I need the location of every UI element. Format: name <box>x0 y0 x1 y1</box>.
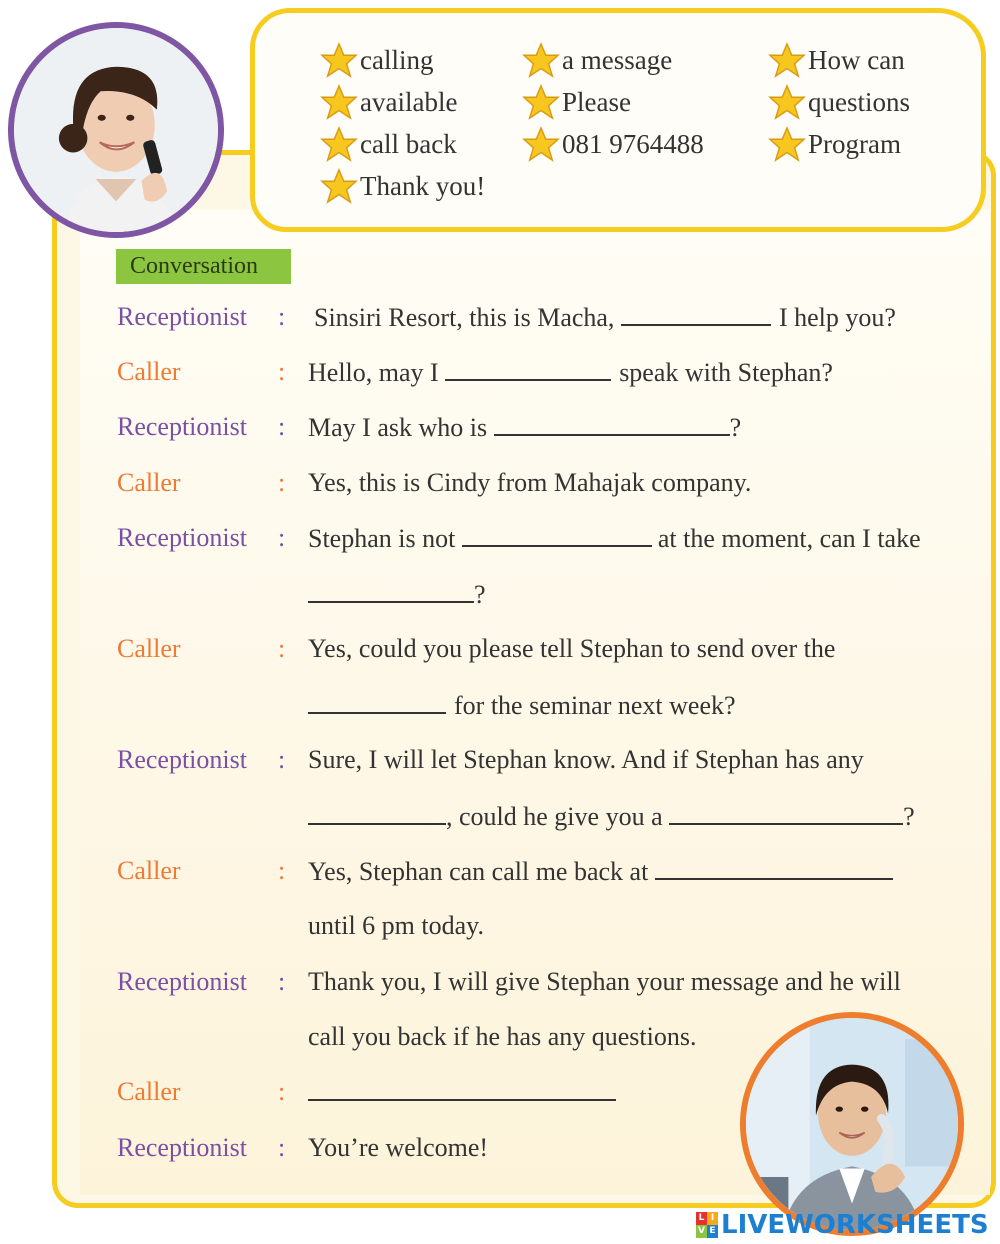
liveworksheets-watermark <box>696 1210 989 1240</box>
dialogue-line <box>314 302 896 333</box>
star-icon <box>522 83 560 121</box>
dialogue-text: at the moment, can I take <box>657 524 921 553</box>
dialogue-line-continued <box>308 579 486 610</box>
speaker-label: Receptionist <box>117 523 247 552</box>
dialogue-text: Stephan is not <box>308 524 462 553</box>
speaker-colon: : <box>278 745 286 774</box>
word-bank-item <box>522 41 672 79</box>
dialogue-line <box>308 634 835 664</box>
star-icon <box>522 41 560 79</box>
dialogue-text: until 6 pm today. <box>308 911 484 940</box>
dialogue-text: Thank you, I will give Stephan your message and he will <box>308 967 901 996</box>
speaker-label: Caller <box>117 468 181 497</box>
speaker-label: Receptionist <box>117 745 247 774</box>
dialogue-text: ? <box>474 580 486 609</box>
answer-blank[interactable] <box>308 690 446 714</box>
dialogue-line <box>308 1133 488 1163</box>
dialogue-line <box>308 412 741 443</box>
logo-letter: E <box>707 1225 718 1238</box>
word-bank-item <box>768 83 910 121</box>
word-label: 081 9764488 <box>562 128 704 159</box>
word-bank-item <box>320 41 433 79</box>
conversation-tag: Conversation <box>116 249 291 284</box>
word-label: Program <box>808 128 901 159</box>
dialogue-line <box>308 967 901 997</box>
dialogue-line-continued <box>308 690 736 721</box>
dialogue-text: ? <box>903 802 915 831</box>
dialogue-text: You’re welcome! <box>308 1133 489 1162</box>
speaker-label: Receptionist <box>117 1133 247 1162</box>
dialogue-text: Yes, Stephan can call me back at <box>308 857 655 886</box>
logo-letter: I <box>707 1212 718 1225</box>
star-icon <box>768 125 806 163</box>
dialogue-text: Yes, this is Cindy from Mahajak company. <box>308 468 752 497</box>
dialogue-text: , could he give you a <box>446 802 670 831</box>
word-label: a message <box>562 44 673 75</box>
answer-blank[interactable] <box>462 523 652 547</box>
dialogue-line <box>308 745 864 775</box>
speaker-colon: : <box>278 856 286 885</box>
liveworksheets-logo-icon <box>696 1212 718 1238</box>
word-bank-item <box>768 125 901 163</box>
word-label: call back <box>360 128 457 159</box>
speaker-colon: : <box>278 523 286 552</box>
star-icon <box>320 125 358 163</box>
word-bank-item <box>320 167 485 205</box>
speaker-colon: : <box>278 412 286 441</box>
answer-blank[interactable] <box>621 302 771 326</box>
dialogue-text: May I ask who is <box>308 413 494 442</box>
dialogue-text: Hello, may I <box>308 358 446 387</box>
receptionist-on-phone-illustration <box>746 1018 958 1230</box>
answer-blank[interactable] <box>655 856 893 880</box>
logo-letter: L <box>696 1212 707 1225</box>
dialogue-line-continued <box>308 801 915 832</box>
speaker-label: Caller <box>117 856 181 885</box>
dialogue-line <box>308 468 751 498</box>
speaker-label: Receptionist <box>117 967 247 996</box>
word-label: questions <box>808 86 911 117</box>
speaker-colon: : <box>278 1077 286 1106</box>
dialogue-text: I help you? <box>778 303 896 332</box>
speaker-label: Caller <box>117 1077 181 1106</box>
star-icon <box>320 167 358 205</box>
word-bank-item <box>522 125 704 163</box>
dialogue-text: call you back if he has any questions. <box>308 1022 697 1051</box>
speaker-colon: : <box>278 302 286 331</box>
star-icon <box>320 41 358 79</box>
answer-blank[interactable] <box>669 801 903 825</box>
speaker-colon: : <box>278 634 286 663</box>
word-label: Thank you! <box>360 170 486 201</box>
speaker-colon: : <box>278 967 286 996</box>
word-label: calling <box>360 44 434 75</box>
word-bank-item <box>768 41 905 79</box>
answer-blank[interactable] <box>308 801 446 825</box>
dialogue-line-continued <box>308 911 484 941</box>
dialogue-line <box>308 357 833 388</box>
dialogue-text: Yes, could you please tell Stephan to send over the <box>308 634 836 663</box>
caller-photo <box>8 22 224 238</box>
watermark-text: LIVEWORKSHEETS <box>721 1210 989 1240</box>
answer-blank[interactable] <box>308 579 474 603</box>
dialogue-text: speak with Stephan? <box>619 358 833 387</box>
dialogue-line <box>308 856 893 887</box>
word-label: Please <box>562 86 631 117</box>
word-bank-item <box>522 83 631 121</box>
speaker-colon: : <box>278 468 286 497</box>
woman-on-phone-illustration <box>14 28 218 232</box>
speaker-label: Receptionist <box>117 302 247 331</box>
answer-blank[interactable] <box>494 412 730 436</box>
star-icon <box>522 125 560 163</box>
answer-blank[interactable] <box>445 357 611 381</box>
dialogue-text: ? <box>729 413 742 442</box>
speaker-label: Receptionist <box>117 412 247 441</box>
dialogue-line-continued <box>308 1022 696 1052</box>
dialogue-text: Sinsiri Resort, this is Macha, <box>314 303 621 332</box>
speaker-colon: : <box>278 1133 286 1162</box>
receptionist-photo <box>740 1012 964 1236</box>
word-label: How can <box>808 44 905 75</box>
dialogue-text: for the seminar next week? <box>454 691 736 720</box>
star-icon <box>768 41 806 79</box>
answer-blank[interactable] <box>308 1077 616 1101</box>
word-bank-item <box>320 125 457 163</box>
star-icon <box>320 83 358 121</box>
speaker-label: Caller <box>117 357 181 386</box>
dialogue-line <box>308 523 921 554</box>
dialogue-line <box>308 1077 616 1108</box>
speaker-label: Caller <box>117 634 181 663</box>
star-icon <box>768 83 806 121</box>
dialogue-text: Sure, I will let Stephan know. And if Stephan has any <box>308 745 864 774</box>
logo-letter: V <box>696 1225 707 1238</box>
word-label: available <box>360 86 458 117</box>
word-bank-item <box>320 83 457 121</box>
speaker-colon: : <box>278 357 286 386</box>
